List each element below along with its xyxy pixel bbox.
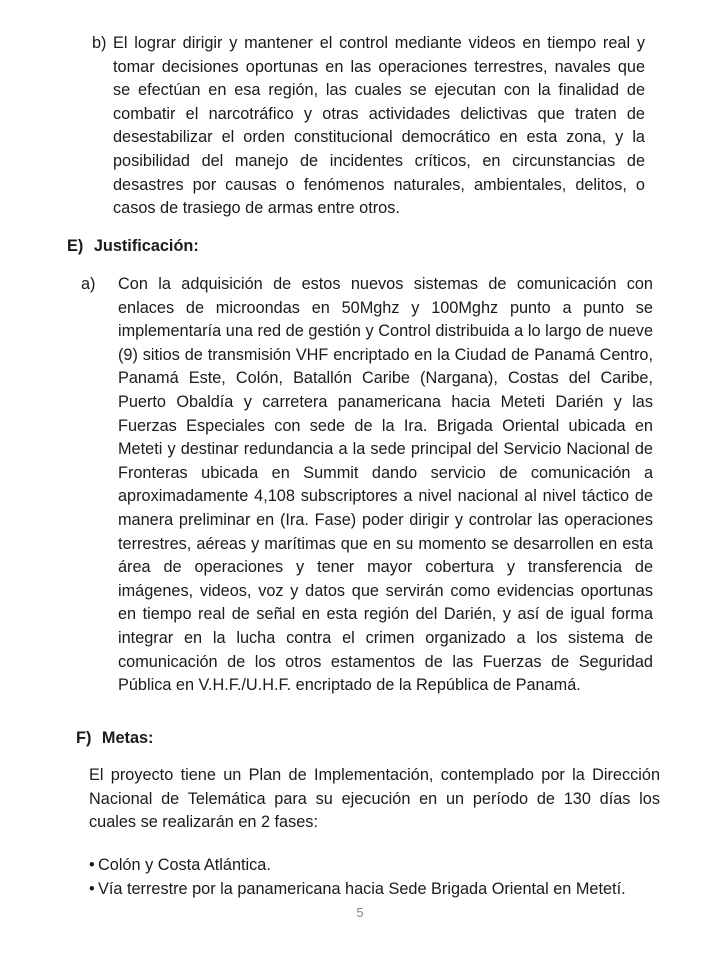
paragraph-item-a <box>118 273 653 698</box>
list-item <box>89 878 626 902</box>
list-marker-a: a) <box>81 275 96 293</box>
page-number: 5 <box>356 905 364 920</box>
paragraph-metas-intro <box>89 764 660 835</box>
list-item <box>89 854 626 878</box>
section-f-title: Metas: <box>101 729 154 747</box>
paragraph-metas-intro-text: El proyecto tiene un Plan de Implementación, contemplado por la Dirección Nacional de Telemática para su ejecución en un período de 130 días los cuales se realizarán en 2 fases: <box>89 766 660 832</box>
bullet-icon: • <box>89 856 95 874</box>
section-f-marker: F) <box>76 729 92 747</box>
list-marker-b: b) <box>92 34 107 52</box>
list-item-text: Colón y Costa Atlántica. <box>98 856 271 874</box>
paragraph-item-b-text: El lograr dirigir y mantener el control mediante videos en tiempo real y tomar decisiones oportunas en las operaciones terrestres, navales que se efectúan en esa región, las cuales se ejecutan con la finalidad de combatir el narcotráfico y otras actividades delictivas que traten de desestabilizar el orden constitucional democrático en esta zona, y la posibilidad del manejo de incidentes críticos, en circunstancias de desastres por causas o fenómenos naturales, ambientales, delitos, o casos de trasiego de armas entre otros. <box>113 34 645 218</box>
section-e-title: Justificación: <box>93 237 199 255</box>
bullet-icon: • <box>89 879 95 898</box>
section-e-marker: E) <box>67 237 84 255</box>
paragraph-item-b <box>113 32 645 221</box>
list-item-text: Vía terrestre por la panamericana hacia Sede Brigada Oriental en Metetí. <box>98 879 626 898</box>
paragraph-item-a-text: Con la adquisición de estos nuevos sistemas de comunicación con enlaces de microondas en 50Mghz y 100Mghz punto a punto se implementaría una red de gestión y Control distribuida a lo largo de nueve (9) sitios de transmisión VHF encriptado en la Ciudad de Panamá Centro, Panamá Este, Colón, Batallón Caribe (Nargana), Costas del Caribe, Puerto Obaldía y carretera panamericana hacia Meteti Darién y las Fuerzas Especiales con sede de la Ira. Brigada Oriental ubicada en Meteti y destinar redundancia a la sede principal del Servicio Nacional de Fronteras ubicada en Summit dando servicio de comunicación a aproximadamente 4,108 subscriptores a nivel nacional al nivel táctico de manera preliminar en (Ira. Fase) poder dirigir y controlar las operaciones terrestres, aéreas y marítimas que en su momento se desarrollen en esta área de operaciones y tener mayor cobertura y transferencia de imágenes, videos, voz y datos que servirán como evidencias oportunas en tiempo real de señal en esta región del Darién, y así de igual forma integrar en la lucha contra el crimen organizado a los sistema de comunicación de los otros estamentos de las Fuerzas de Seguridad Pública en V.H.F./U.H.F. encriptado de la República de Panamá. <box>118 275 653 695</box>
section-heading-e <box>67 235 199 259</box>
metas-bullet-list <box>89 854 626 901</box>
section-heading-f <box>76 727 153 751</box>
